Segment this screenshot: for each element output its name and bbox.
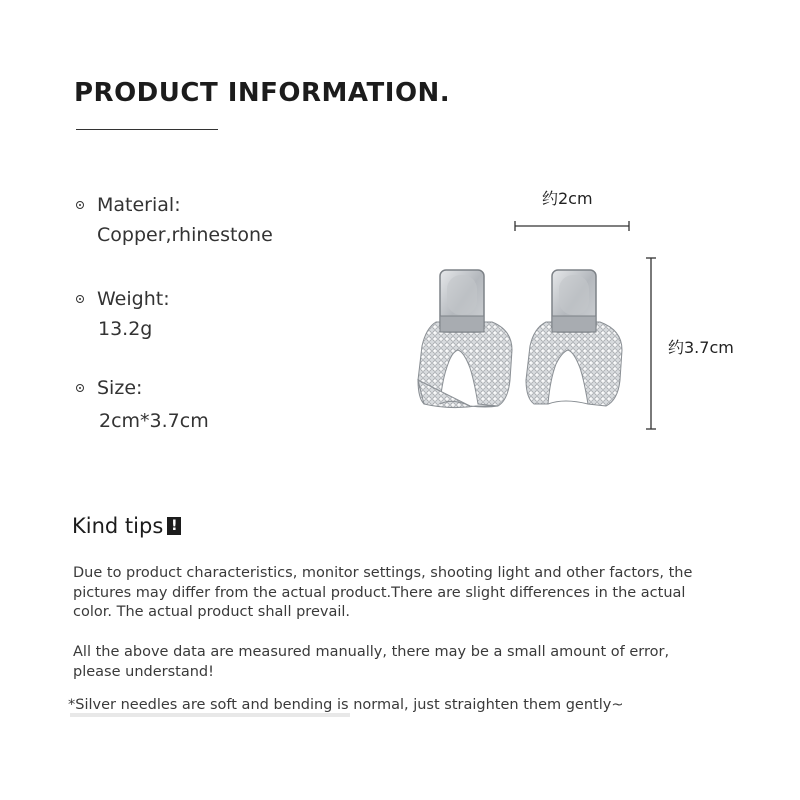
left-earring (418, 270, 512, 408)
warning-icon: ! (167, 517, 181, 535)
height-dimension-line (646, 258, 656, 429)
spec-value: Copper,rhinestone (97, 224, 273, 246)
spec-label: Size: (97, 377, 143, 399)
tips-heading (72, 514, 181, 538)
tips-paragraph-color: Due to product characteristics, monitor settings, shooting light and other factors, the pictures may differ from the actual product.There are slight differences in the actual color. The actual product shall prevail. (73, 565, 693, 620)
width-dimension-line (515, 221, 629, 231)
spec-value: 13.2g (98, 318, 153, 340)
tips-paragraph-measurement: All the above data are measured manually, there may be a small amount of error, please understand! (73, 644, 670, 680)
page-title: PRODUCT INFORMATION. (74, 78, 451, 108)
needle-note: *Silver needles are soft and bending is normal, just straighten them gently~ (68, 697, 624, 713)
tips-title: Kind tips (72, 514, 164, 538)
spec-value: 2cm*3.7cm (99, 410, 209, 432)
height-label: 约3.7cm (668, 338, 734, 357)
width-label: 约2cm (542, 189, 593, 208)
right-earring (526, 270, 622, 406)
spec-label: Material: (97, 194, 181, 216)
note-highlight (70, 713, 350, 717)
spec-label: Weight: (97, 288, 170, 310)
